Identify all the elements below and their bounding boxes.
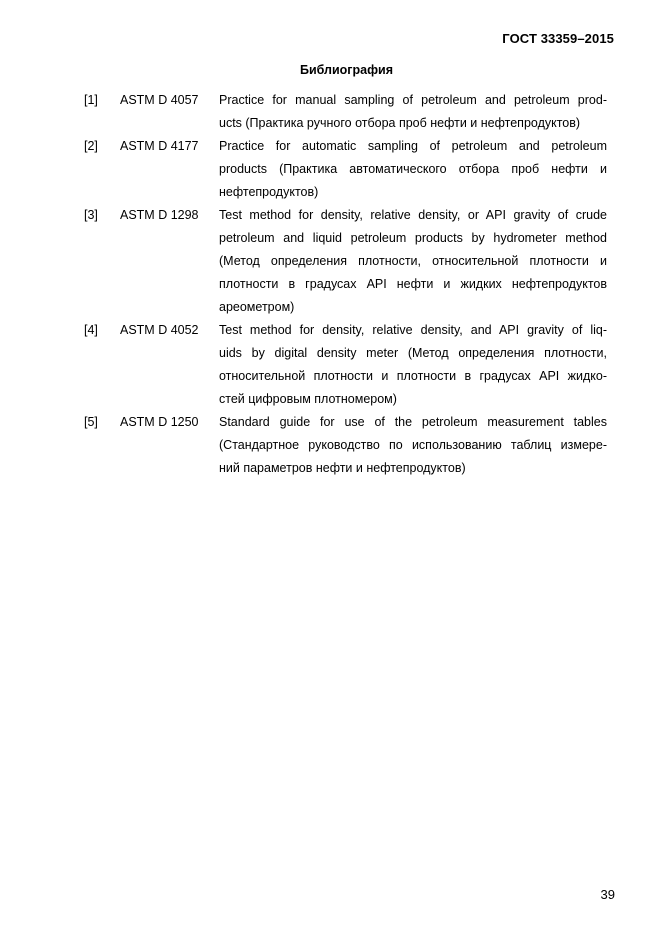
reference-standard: ASTM D 1298 (120, 208, 199, 222)
reference-text-line: нефтепродуктов) (219, 185, 319, 199)
reference-text-line: Test method for density, relative density, and API gravity of liq- (219, 323, 607, 337)
reference-text (219, 319, 607, 411)
reference-item (84, 89, 612, 135)
reference-standard: ASTM D 4052 (120, 323, 199, 337)
reference-text-line: petroleum and liquid petroleum products by hydrometer method (219, 231, 607, 245)
reference-text-line: Test method for density, relative density, or API gravity of crude (219, 208, 607, 222)
reference-text-line: (Метод определения плотности, относительной плотности и (219, 254, 607, 268)
reference-text-line: относительной плотности и плотности в градусах API жидко- (219, 369, 607, 383)
reference-text-line: ареометром) (219, 300, 295, 314)
reference-number: [3] (84, 208, 98, 222)
reference-number: [4] (84, 323, 98, 337)
reference-text-line: Standard guide for use of the petroleum measurement tables (219, 415, 607, 429)
reference-item (84, 411, 612, 480)
reference-standard: ASTM D 4057 (120, 93, 199, 107)
reference-text (219, 411, 607, 480)
reference-number: [1] (84, 93, 98, 107)
reference-text-line: стей цифровым плотномером) (219, 392, 397, 406)
reference-text (219, 204, 607, 319)
reference-text-line: Practice for automatic sampling of petroleum and petroleum (219, 139, 607, 153)
reference-text-line: products (Практика автоматического отбора проб нефти и (219, 162, 607, 176)
reference-list (84, 89, 612, 480)
reference-text-line: uids by digital density meter (Метод определения плотности, (219, 346, 607, 360)
reference-item (84, 135, 612, 204)
reference-standard: ASTM D 4177 (120, 139, 199, 153)
reference-text-line: ucts (Практика ручного отбора проб нефти и нефтепродуктов) (219, 116, 581, 130)
reference-text-line: плотности в градусах API нефти и жидких нефтепродуктов (219, 277, 607, 291)
reference-number: [5] (84, 415, 98, 429)
bibliography-title: Библиография (299, 63, 394, 77)
reference-item (84, 319, 612, 411)
page-number: 39 (600, 887, 615, 902)
reference-text-line: Practice for manual sampling of petroleum and petroleum prod- (219, 93, 607, 107)
reference-standard: ASTM D 1250 (120, 415, 199, 429)
reference-text (219, 89, 607, 135)
reference-item (84, 204, 612, 319)
reference-number: [2] (84, 139, 98, 153)
reference-text-line: (Стандартное руководство по использованию таблиц измере- (219, 438, 607, 452)
reference-text (219, 135, 607, 204)
reference-text-line: ний параметров нефти и нефтепродуктов) (219, 461, 466, 475)
document-code: ГОСТ 33359–2015 (502, 31, 614, 46)
